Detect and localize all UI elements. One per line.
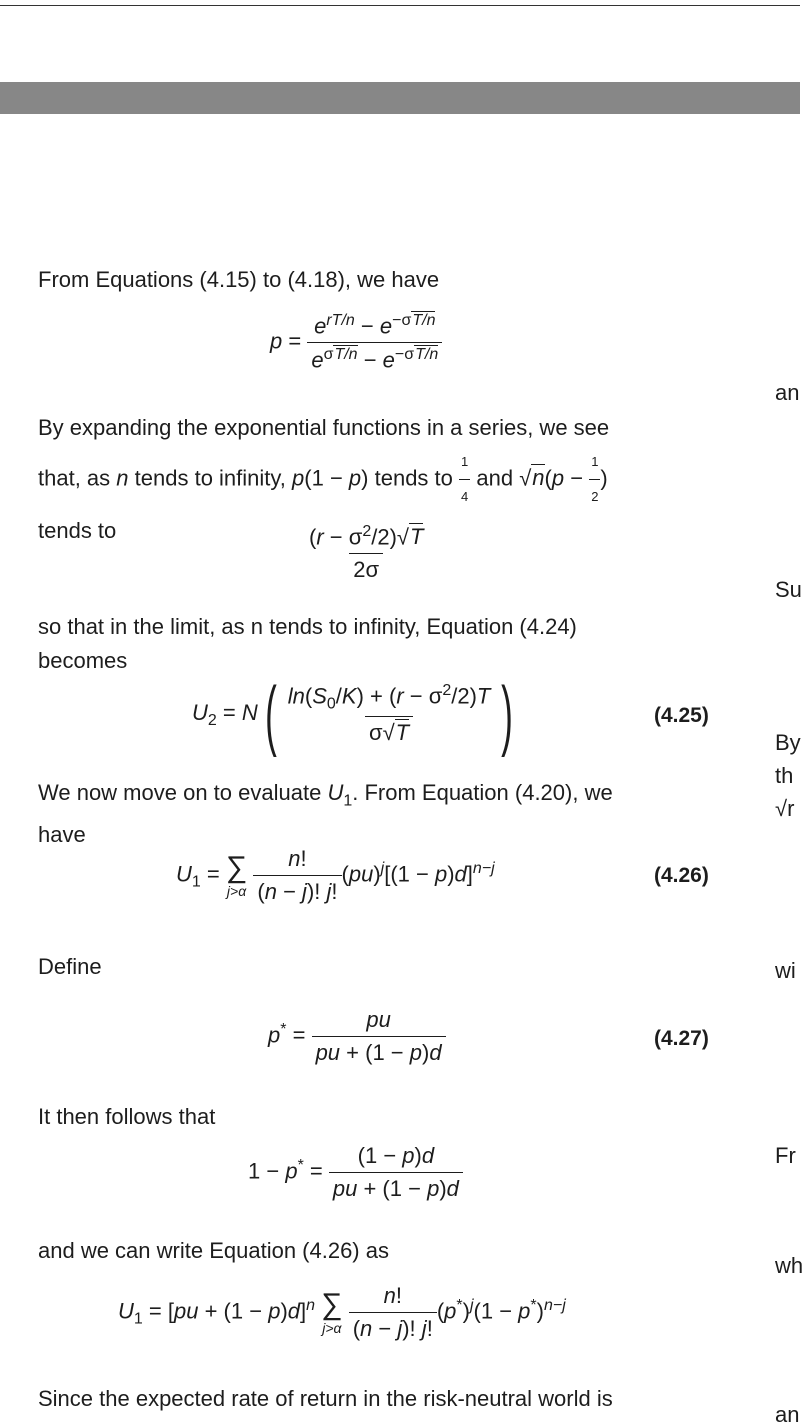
equation-u1-rewritten: $U_1 = [pu + (1 - p)d]^n$ ∑ j>α $\frac{n!}{(n - j)! j!}$ $(p^*)^j(1 - p^*)^{n-j}$ [118,1283,566,1341]
right-column-fragment: √r [775,796,795,821]
equation-number-4-27: (4.27) [654,1027,709,1050]
equation-number-4-25: (4.25) [654,704,709,727]
equation-u2: $U_2 = N$( $\frac{\ln(S_0/K) + (r - \sigma^2/2)T}{\sigma√T}$ ) [192,670,514,758]
paragraph-it-follows: It then follows that [38,1104,216,1129]
right-column-fragment: By [775,730,801,755]
equation-one-minus-p-star: 1 − p* = $\frac{(1 - p)d}{pu + (1 - p)d}$ [248,1143,463,1202]
equation-u1-sum: $U_1$ = ∑ j>α $\frac{n!}{(n - j)! j!}$ $(pu)^j[(1 - p)d]^{n-j}$ [176,846,495,904]
paragraph-define: Define [38,954,102,979]
equation-p-star: p* = $\frac{pu}{pu + (1 - p)d}$ [268,1007,446,1066]
equation-limit: $\frac{(r - \sigma^2/2)√T}{2\sigma}$ [309,523,424,583]
right-column-fragment: an [775,380,800,405]
right-column-fragment: th [775,763,794,788]
equation-p: p = $\frac{e^{rT/n} - e^{-\sigma T/n}}{e^{\sigma T/n} - e^{-\sigma T/n}}$ [270,312,442,374]
paragraph-write-4-26: and we can write Equation (4.26) as [38,1238,389,1263]
right-column-fragment: wh [775,1253,803,1278]
paragraph-expected-return: Since the expected rate of return in the risk-neutral world is [38,1386,613,1411]
right-column-fragment: an [775,1402,800,1427]
header-band [0,82,800,114]
right-column-fragment: Su [775,577,802,602]
paragraph-so-that: so that in the limit, as n tends to infinity, Equation (4.24) becomes [38,614,577,673]
equation-number-4-26: (4.26) [654,864,709,887]
right-column-fragment: wi [775,958,796,983]
paragraph-intro: From Equations (4.15) to (4.18), we have [38,267,440,292]
paragraph-evaluate-u1: We now move on to evaluate $U_1$. From Equation (4.20), we have [38,780,613,848]
right-column-fragment: Fr [775,1143,796,1168]
top-rule [0,5,800,6]
paragraph-expanding: By expanding the exponential functions in a series, we see that, as n tends to infinity, p(1 − p) tends to $\frac{1}{4}$ and √n(p − $\frac{1}{2}$ ) tends to [38,415,610,543]
